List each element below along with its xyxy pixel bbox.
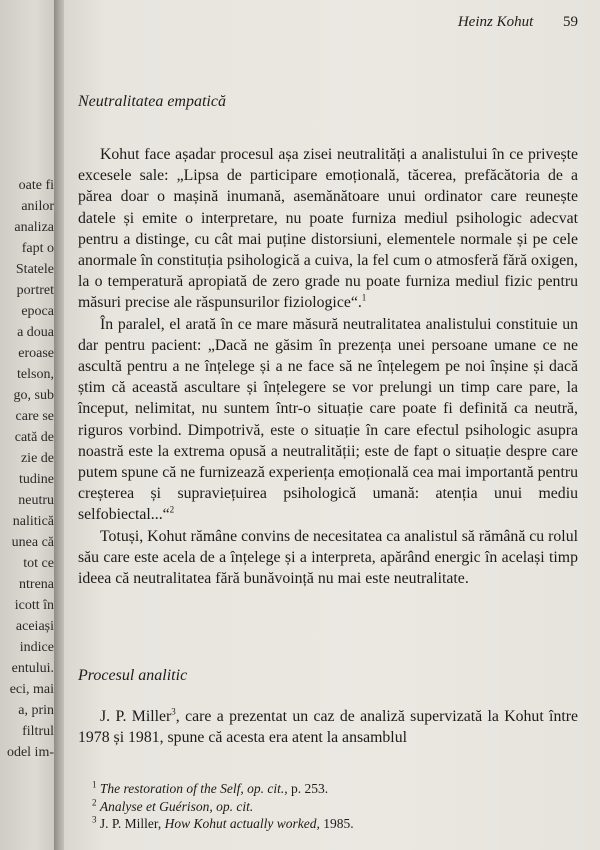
- footnote-number: 2: [92, 797, 97, 807]
- header-author: Heinz Kohut: [457, 14, 534, 30]
- section-body-empathic-neutrality: [78, 144, 578, 589]
- left-page-text-fragment: care se: [15, 409, 54, 424]
- footnote-number: 1: [92, 779, 97, 790]
- left-page-text-fragment: icott în: [14, 598, 54, 613]
- left-page-text-fragment: cată de: [14, 430, 54, 445]
- footnote-title: The restoration of the Self, op. cit.,: [99, 781, 288, 796]
- paragraph-text: Kohut face așadar procesul așa zisei neutralități a analistului în ce privește excesele sale: „Lipsa de participare emoțională, tăcerea, prefăcătoria de a părea doar o mașină inumană, asemănătoare unui ordinator care reunește datele și emite o interpretare, nu poate furniza mediul psihologic adecvat pentru a distinge, cu cât mai puține distorsiuni, elementele normale și pe cele anormale în constituția psihologică a cuiva, la fel cum o atmosferă fără oxigen, la o temperatură apropiată de zero grade nu poate furniza mediul fizic pentru măsuri precise ale răspunsurilor fiziologice“.: [78, 146, 578, 312]
- footnote-number: 3: [92, 814, 97, 825]
- left-page-text-fragment: oate fi: [18, 178, 54, 193]
- right-page: [64, 0, 600, 850]
- footnote-rest: 1985.: [319, 816, 354, 831]
- left-page-text-fragment: filtrul: [22, 724, 54, 739]
- paragraph-text: , care a prezentat un caz de analiză supervizată la Kohut între 1978 și 1981, spune că acesta era atent la ansamblul: [78, 708, 579, 747]
- section-title-empathic-neutrality: Neutralitatea empatică: [78, 93, 226, 110]
- left-page-text-fragment: indice: [19, 640, 54, 655]
- left-page: [0, 0, 58, 850]
- footnote-title: Analyse et Guérison, op. cit.: [99, 798, 254, 814]
- left-page-text-fragment: Statele: [15, 262, 54, 277]
- footnote-ref: 2: [169, 505, 175, 516]
- section-title-analytic-process: Procesul analitic: [78, 667, 188, 684]
- left-page-text-fragment: telson,: [17, 367, 54, 382]
- left-page-text-fragment: portret: [16, 283, 54, 298]
- paragraph-text: Totuși, Kohut rămâne convins de necesitatea ca analistul să rămână cu rolul său care este acela de a înțelege și a interpreta, apărând energic în același timp ideea că neutralitatea fără bunăvoință nu mai este neutralitate.: [78, 527, 578, 588]
- paragraph: [78, 526, 578, 590]
- footnote: [92, 780, 578, 798]
- left-page-text-fragment: epoca: [21, 304, 54, 319]
- left-page-text-fragment: ntrena: [19, 577, 54, 592]
- left-page-text-fragment: eroase: [18, 346, 54, 361]
- left-page-text-fragment: analiza: [14, 220, 54, 235]
- footnote: [92, 798, 578, 816]
- footnote-ref: 1: [361, 293, 367, 304]
- running-header: [458, 14, 578, 31]
- left-page-text-fragment: odel im-: [6, 745, 54, 760]
- left-page-text-fragment: eci, mai: [9, 682, 54, 697]
- left-page-text-fragment: neutru: [18, 493, 54, 508]
- paragraph-text: În paralel, el arată în ce mare măsură neutralitatea analistului constituie un dar pentru pacient: „Dacă ne găsim în prezența unei persoane umane ce ne ascultă pentru a ne înțelege și a ne face să ne înțelegem pe noi înșine și dacă știm că această ascultare și înțelegere se vor prelungi un timp care pare, la început, nelimitat, nu suntem într-o situație care poate fi definită ca neutră, riguros vorbind. Dimpotrivă, este o situație în care efectul psihologic asupra noastră este la extrema opusă a neutralității; este de fapt o situație despre care putem spune că ne furnizează experiența emoțională cea mai importantă pentru creșterea și supraviețuirea psihologică umană: atenția unui mediu selfobiectal...“: [78, 315, 579, 524]
- left-page-text-fragment: aceiași: [15, 619, 54, 634]
- page-number: 59: [563, 14, 578, 30]
- footnote-rest: p. 253.: [287, 781, 329, 796]
- paragraph: [78, 144, 578, 314]
- left-page-text-fragment: tudine: [19, 472, 54, 487]
- left-page-text-fragment: unea că: [11, 535, 54, 550]
- footnote-ref: 3: [171, 706, 176, 717]
- left-page-text-fragment: fapt o: [21, 241, 54, 256]
- left-page-text-fragment: a doua: [17, 325, 54, 340]
- footnote-title: How Kohut actually worked,: [164, 816, 320, 831]
- left-page-text-fragment: zie de: [20, 451, 54, 466]
- footnote: [92, 815, 578, 833]
- section-body-analytic-process: [78, 706, 578, 748]
- left-page-text-fragment: entului.: [11, 661, 54, 676]
- footnote-lead: J. P. Miller,: [99, 816, 165, 831]
- left-page-text-fragment: go, sub: [13, 388, 54, 403]
- left-page-text-fragment: tot ce: [23, 556, 54, 571]
- left-page-text-fragment: anilor: [21, 199, 54, 214]
- paragraph: [78, 314, 578, 526]
- left-page-text-fragment: a, prin: [18, 703, 54, 718]
- footnotes: [92, 780, 578, 833]
- paragraph-lead: J. P. Miller: [100, 708, 172, 725]
- paragraph: [78, 706, 578, 748]
- left-page-text-fragment: nalitică: [12, 514, 54, 529]
